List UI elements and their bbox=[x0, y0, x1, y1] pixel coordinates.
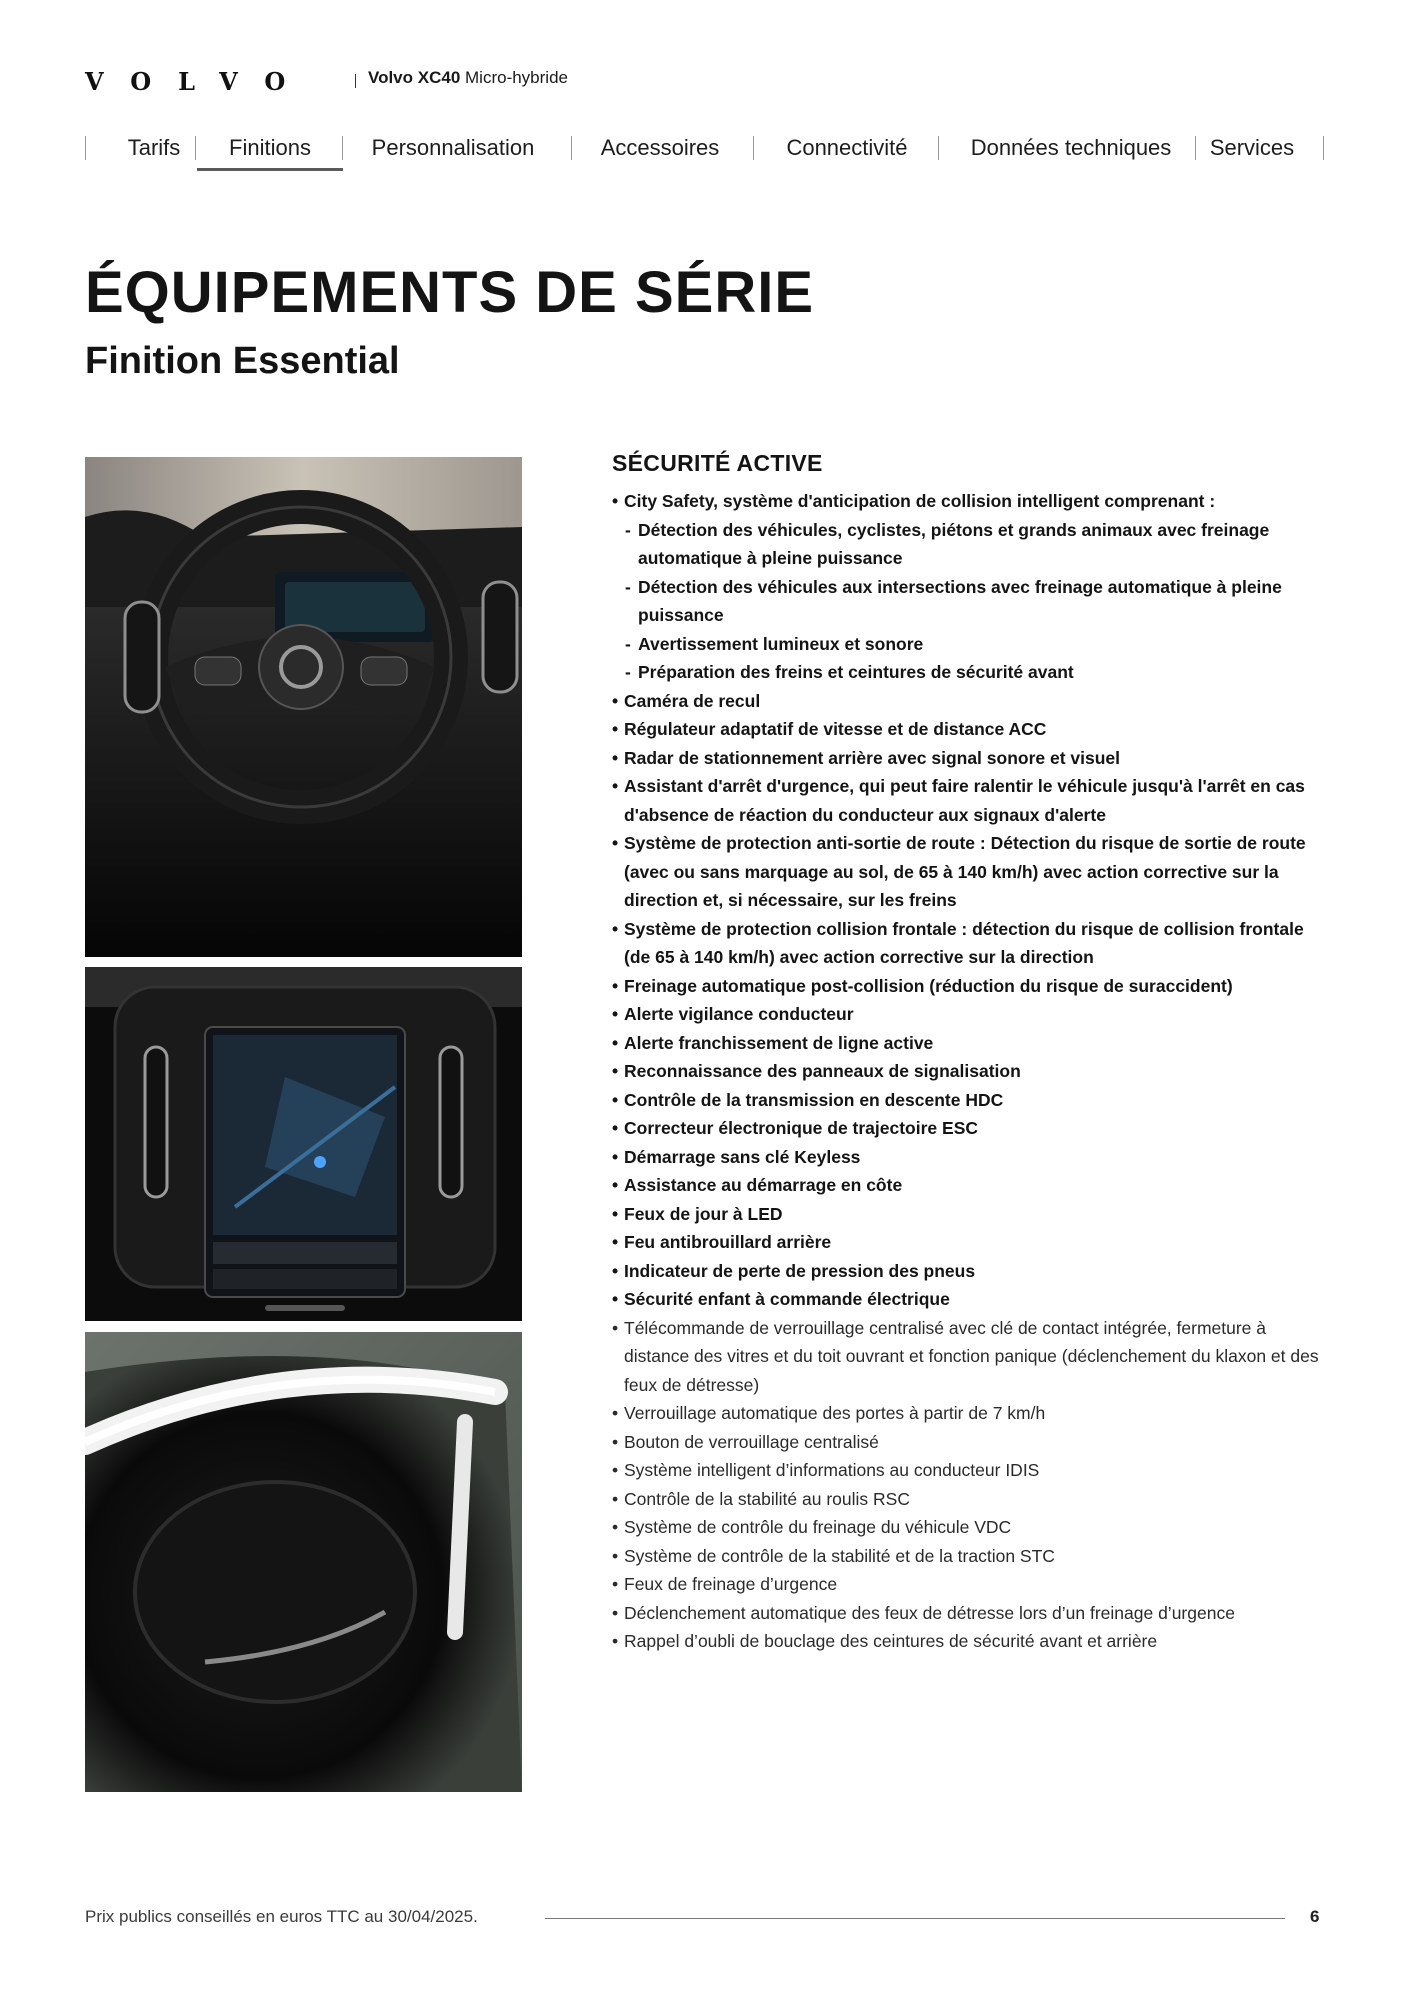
tab-services[interactable]: Services bbox=[1209, 135, 1295, 160]
list-item: • Assistant d'arrêt d'urgence, qui peut faire ralentir le véhicule jusqu'à l'arrêt en cas d'absence de réaction du conducteur aux signaux d'alerte bbox=[612, 772, 1334, 829]
section-heading: SÉCURITÉ ACTIVE bbox=[612, 450, 823, 476]
list-item: • City Safety, système d'anticipation de collision intelligent comprenant : bbox=[612, 487, 1334, 516]
model-variant: Micro-hybride bbox=[465, 68, 568, 87]
tab-accessoires[interactable]: Accessoires bbox=[600, 135, 720, 160]
sub-list-item: - Détection des véhicules aux intersections avec freinage automatique à pleine puissance bbox=[612, 573, 1334, 630]
page-subtitle: Finition Essential bbox=[85, 340, 400, 382]
list-item: • Télécommande de verrouillage centralisé avec clé de contact intégrée, fermeture à distance des vitres et du toit ouvrant et fonction panique (déclenchement du klaxon et des feux de détresse) bbox=[612, 1314, 1334, 1400]
list-item: • Rappel d’oubli de bouclage des ceintures de sécurité avant et arrière bbox=[612, 1627, 1334, 1656]
tab-tarifs[interactable]: Tarifs bbox=[127, 135, 181, 160]
list-item: • Système de protection collision frontale : détection du risque de collision frontale (de 65 à 140 km/h) avec action corrective sur la direction bbox=[612, 915, 1334, 972]
list-item: • Sécurité enfant à commande électrique bbox=[612, 1285, 1334, 1314]
list-item: • Système de protection anti-sortie de route : Détection du risque de sortie de route (avec ou sans marquage au sol, de 65 à 140 km/h) avec action corrective sur la direction et, si nécessaire, sur les freins bbox=[612, 829, 1334, 915]
header-separator bbox=[355, 74, 356, 88]
list-item: • Bouton de verrouillage centralisé bbox=[612, 1428, 1334, 1457]
section-tabs bbox=[85, 130, 1325, 176]
list-item: • Système de contrôle de la stabilité et de la traction STC bbox=[612, 1542, 1334, 1571]
list-item: • Feux de jour à LED bbox=[612, 1200, 1334, 1229]
tab-donnees-techniques[interactable]: Données techniques bbox=[970, 135, 1172, 160]
tab-divider bbox=[85, 136, 86, 160]
list-item: • Contrôle de la stabilité au roulis RSC bbox=[612, 1485, 1334, 1514]
center-display-photo bbox=[85, 967, 522, 1321]
tab-divider bbox=[753, 136, 754, 160]
sub-list-item: - Avertissement lumineux et sonore bbox=[612, 630, 1334, 659]
list-item: • Assistance au démarrage en côte bbox=[612, 1171, 1334, 1200]
list-item: • Système intelligent d’informations au conducteur IDIS bbox=[612, 1456, 1334, 1485]
list-item: • Caméra de recul bbox=[612, 687, 1334, 716]
list-item: • Verrouillage automatique des portes à partir de 7 km/h bbox=[612, 1399, 1334, 1428]
list-item: • Radar de stationnement arrière avec signal sonore et visuel bbox=[612, 744, 1334, 773]
list-item: • Freinage automatique post-collision (réduction du risque de suraccident) bbox=[612, 972, 1334, 1001]
footer-rule bbox=[545, 1918, 1285, 1919]
list-item: • Feux de freinage d’urgence bbox=[612, 1570, 1334, 1599]
brand-logo bbox=[85, 66, 312, 96]
tab-divider bbox=[571, 136, 572, 160]
page-title: ÉQUIPEMENTS DE SÉRIE bbox=[85, 260, 815, 325]
list-item: • Correcteur électronique de trajectoire ESC bbox=[612, 1114, 1334, 1143]
tab-personnalisation[interactable]: Personnalisation bbox=[371, 135, 535, 160]
sub-list-item: - Préparation des freins et ceintures de sécurité avant bbox=[612, 658, 1334, 687]
tab-divider bbox=[195, 136, 196, 160]
tab-divider bbox=[342, 136, 343, 160]
list-item: • Indicateur de perte de pression des pneus bbox=[612, 1257, 1334, 1286]
list-item: • Alerte vigilance conducteur bbox=[612, 1000, 1334, 1029]
list-item: • Feu antibrouillard arrière bbox=[612, 1228, 1334, 1257]
tab-divider bbox=[1323, 136, 1324, 160]
tab-connectivite[interactable]: Connectivité bbox=[786, 135, 908, 160]
list-item: • Régulateur adaptatif de vitesse et de distance ACC bbox=[612, 715, 1334, 744]
equipment-list bbox=[612, 487, 1334, 1656]
tab-divider bbox=[938, 136, 939, 160]
sub-list-item: - Détection des véhicules, cyclistes, piétons et grands animaux avec freinage automatique à pleine puissance bbox=[612, 516, 1334, 573]
volvo-wordmark: VOLVO bbox=[85, 66, 313, 96]
list-item: • Contrôle de la transmission en descente HDC bbox=[612, 1086, 1334, 1115]
list-item: • Reconnaissance des panneaux de signalisation bbox=[612, 1057, 1334, 1086]
tab-finitions[interactable]: Finitions bbox=[197, 130, 343, 171]
list-item: • Alerte franchissement de ligne active bbox=[612, 1029, 1334, 1058]
tab-divider bbox=[1195, 136, 1196, 160]
list-item: • Démarrage sans clé Keyless bbox=[612, 1143, 1334, 1172]
price-note: Prix publics conseillés en euros TTC au 30/04/2025. bbox=[85, 1907, 478, 1926]
model-label bbox=[368, 68, 568, 88]
page-number: 6 bbox=[1310, 1907, 1320, 1926]
model-name: Volvo XC40 bbox=[368, 68, 461, 87]
equipment-section bbox=[612, 450, 1334, 1656]
steering-wheel-photo bbox=[85, 457, 522, 957]
list-item: • Déclenchement automatique des feux de détresse lors d’un freinage d’urgence bbox=[612, 1599, 1334, 1628]
headlight-photo bbox=[85, 1332, 522, 1792]
list-item: • Système de contrôle du freinage du véhicule VDC bbox=[612, 1513, 1334, 1542]
